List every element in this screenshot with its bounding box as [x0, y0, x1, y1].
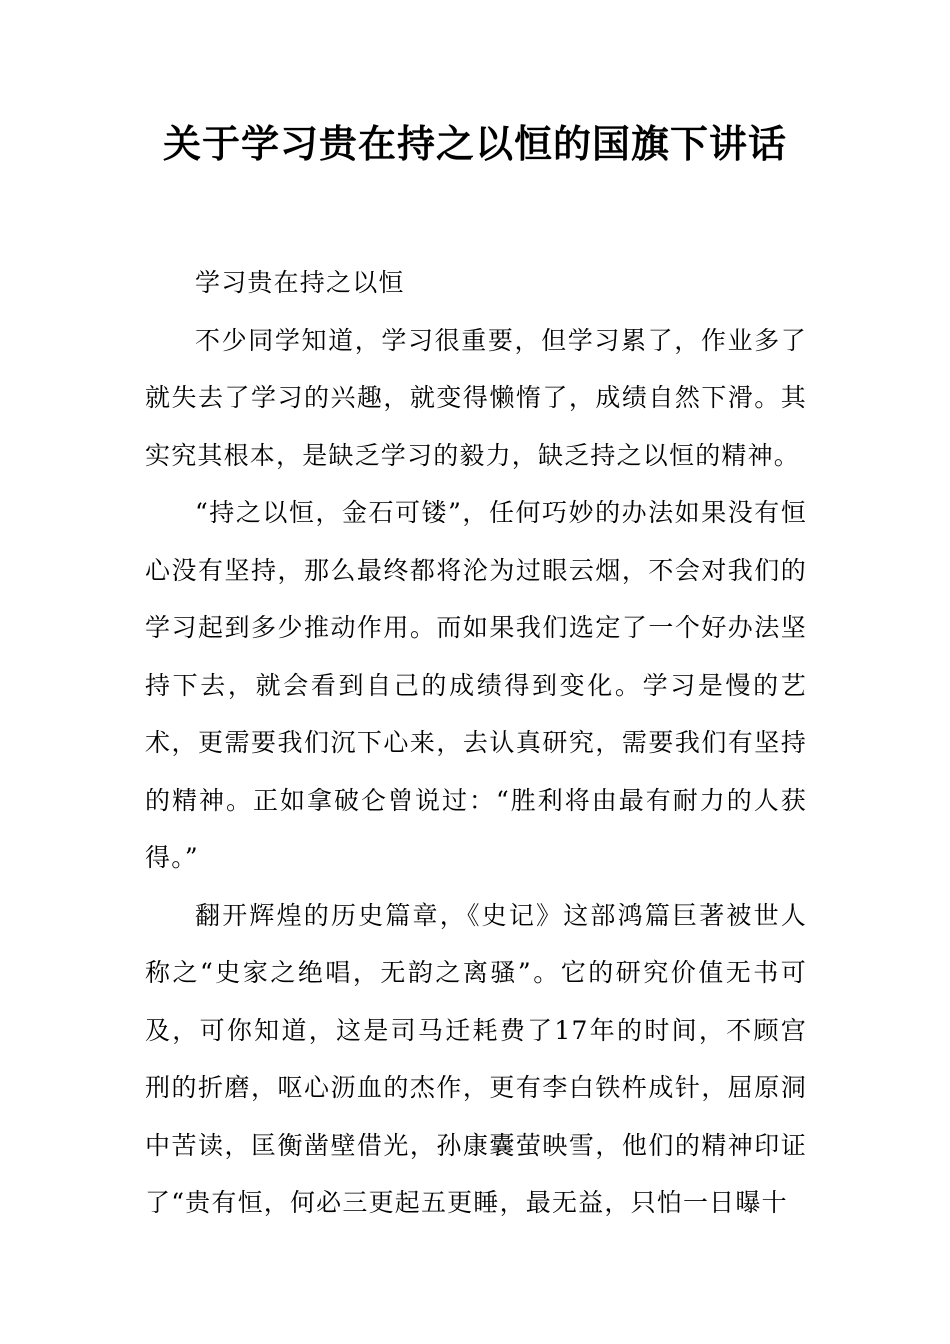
- document-body: [145, 254, 807, 1232]
- paragraph-subtitle: 学习贵在持之以恒: [195, 268, 405, 297]
- document-title: 关于学习贵在持之以恒的国旗下讲话: [162, 122, 787, 166]
- paragraph: “持之以恒，金石可镂”，任何巧妙的办法如果没有恒心没有坚持，那么最终都将沦为过眼云烟，不会对我们的学习起到多少推动作用。而如果我们选定了一个好办法坚持下去，就会看到自己的成绩得到变化。学习是慢的艺术，更需要我们沉下心来，去认真研究，需要我们有坚持的精神。正如拿破仑曾说过：“胜利将由最有耐力的人获得。”: [145, 498, 807, 872]
- paragraph: 翻开辉煌的历史篇章，《史记》这部鸿篇巨著被世人称之“史家之绝唱，无韵之离骚”。它的研究价值无书可及，可你知道，这是司马迁耗费了17年的时间，不顾宫刑的折磨，呕心沥血的杰作，更有李白铁杵成针，屈原洞中苦读，匡衡凿壁借光，孙康囊萤映雪，他们的精神印证了“贵有恒，何必三更起五更睡，最无益，只怕一日曝十: [145, 900, 807, 1217]
- paragraph: 不少同学知道，学习很重要，但学习累了，作业多了就失去了学习的兴趣，就变得懒惰了，成绩自然下滑。其实究其根本，是缺乏学习的毅力，缺乏持之以恒的精神。: [145, 325, 807, 470]
